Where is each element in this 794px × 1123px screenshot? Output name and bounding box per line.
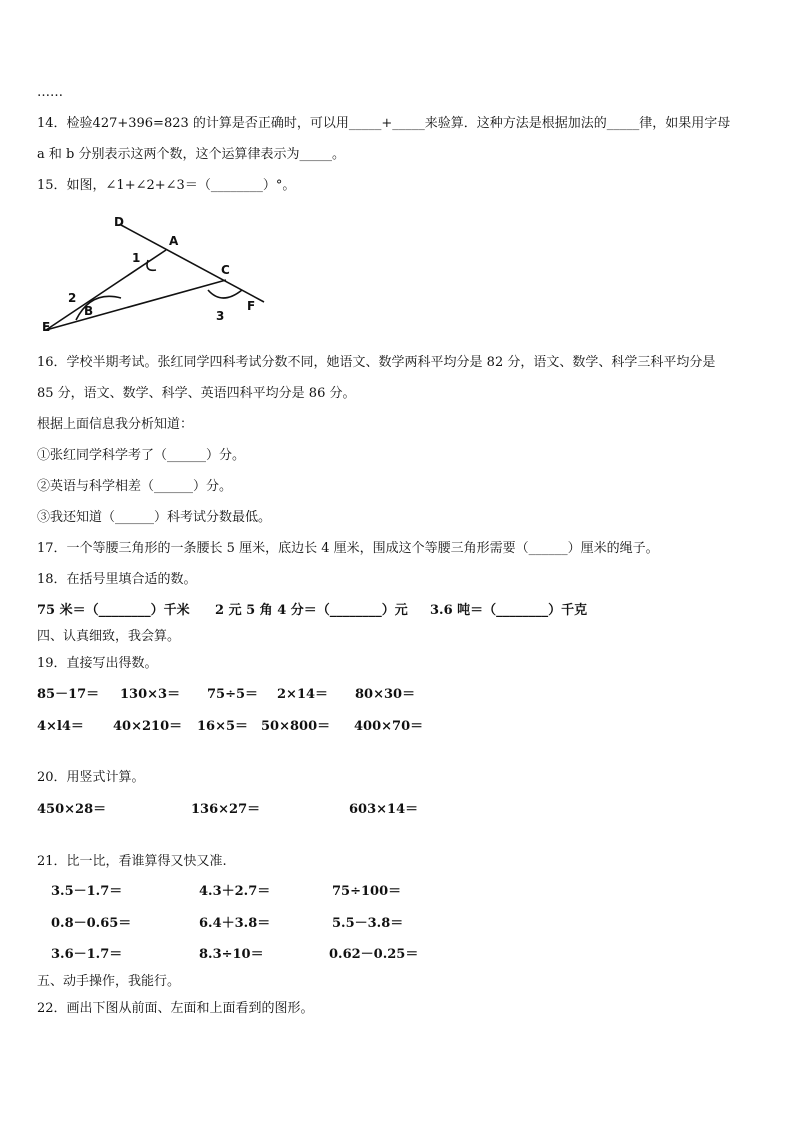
- question-16-line-1: 16．学校半期考试。张红同学四科考试分数不同，她语文、数学两科平均分是 82 分，语文、数学、科学三科平均分是: [37, 355, 716, 370]
- q19-r2-c3: 16×5＝: [197, 719, 249, 734]
- question-18-item-2: 2 元 5 角 4 分＝（________）元: [215, 603, 408, 618]
- question-21-text: 21．比一比，看谁算得又快又准.: [37, 854, 227, 869]
- q19-r2-c2: 40×210＝: [113, 719, 183, 734]
- question-14-line-1: 14．检验427+396=823 的计算是否正确时，可以用_____+_____来验算．这种方法是根据加法的_____律，如果用字母: [37, 116, 731, 131]
- angle-1-arc: [147, 260, 156, 270]
- question-20-text: 20．用竖式计算。: [37, 770, 145, 785]
- angle-figure: [36, 210, 276, 340]
- q19-r1-c2: 130×3＝: [120, 687, 181, 702]
- question-18-text: 18．在括号里填合适的数。: [37, 572, 197, 587]
- angle-label-3: 3: [216, 309, 225, 323]
- q19-r2-c1: 4×l4＝: [37, 719, 84, 734]
- q20-item-3: 603×14＝: [349, 802, 419, 817]
- angle-label-1: 1: [132, 251, 141, 265]
- section-4-heading: 四、认真细致，我会算。: [37, 629, 181, 644]
- line-df: [121, 225, 264, 302]
- q20-item-2: 136×27＝: [191, 802, 261, 817]
- q21-r3-c2: 8.3÷10＝: [199, 947, 264, 962]
- question-16-sub-2: ②英语与科学相差（______）分。: [37, 479, 233, 494]
- q21-r2-c2: 6.4＋3.8＝: [199, 916, 271, 931]
- question-19-text: 19．直接写出得数。: [37, 656, 158, 671]
- point-label-b: B: [84, 304, 94, 318]
- question-18-item-3: 3.6 吨＝（________）千克: [430, 603, 588, 618]
- point-label-f: F: [247, 299, 256, 313]
- q21-r3-c3: 0.62－0.25＝: [329, 947, 419, 962]
- angle-2-arc: [76, 296, 121, 320]
- q21-r2-c1: 0.8－0.65＝: [51, 916, 132, 931]
- question-16-line-2: 85 分，语文、数学、科学、英语四科平均分是 86 分。: [37, 386, 356, 401]
- q21-r3-c1: 3.6－1.7＝: [51, 947, 123, 962]
- point-label-e: E: [42, 320, 51, 334]
- question-15-text: 15．如图，∠1+∠2+∠3＝（________）°。: [37, 178, 296, 193]
- q19-r1-c5: 80×30＝: [355, 687, 416, 702]
- q21-r2-c3: 5.5－3.8＝: [332, 916, 404, 931]
- point-label-d: D: [114, 215, 124, 229]
- ellipsis: ……: [37, 85, 63, 100]
- question-18-item-1: 75 米＝（________）千米: [37, 603, 190, 618]
- q19-r1-c4: 2×14＝: [277, 687, 329, 702]
- q21-r1-c2: 4.3＋2.7＝: [199, 884, 271, 899]
- question-22-text: 22．画出下图从前面、左面和上面看到的图形。: [37, 1001, 314, 1016]
- line-ec: [46, 280, 226, 330]
- question-16-sub-3: ③我还知道（______）科考试分数最低。: [37, 510, 272, 525]
- q21-r1-c3: 75÷100＝: [332, 884, 402, 899]
- angle-label-2: 2: [68, 291, 77, 305]
- question-14-line-2: a 和 b 分别表示这两个数，这个运算律表示为_____。: [37, 147, 345, 162]
- question-16-sub-1: ①张红同学科学考了（______）分。: [37, 448, 246, 463]
- section-5-heading: 五、动手操作，我能行。: [37, 974, 181, 989]
- question-17-text: 17．一个等腰三角形的一条腰长 5 厘米，底边长 4 厘米，围成这个等腰三角形需要（______）厘米的绳子。: [37, 541, 659, 556]
- q20-item-1: 450×28＝: [37, 802, 107, 817]
- q21-r1-c1: 3.5－1.7＝: [51, 884, 123, 899]
- question-16-intro: 根据上面信息我分析知道：: [37, 417, 194, 432]
- point-label-a: A: [169, 234, 179, 248]
- q19-r2-c5: 400×70＝: [354, 719, 424, 734]
- q19-r2-c4: 50×800＝: [261, 719, 331, 734]
- q19-r1-c3: 75÷5＝: [207, 687, 259, 702]
- q19-r1-c1: 85－17＝: [37, 687, 100, 702]
- point-label-c: C: [221, 263, 230, 277]
- angle-3-arc: [208, 290, 242, 298]
